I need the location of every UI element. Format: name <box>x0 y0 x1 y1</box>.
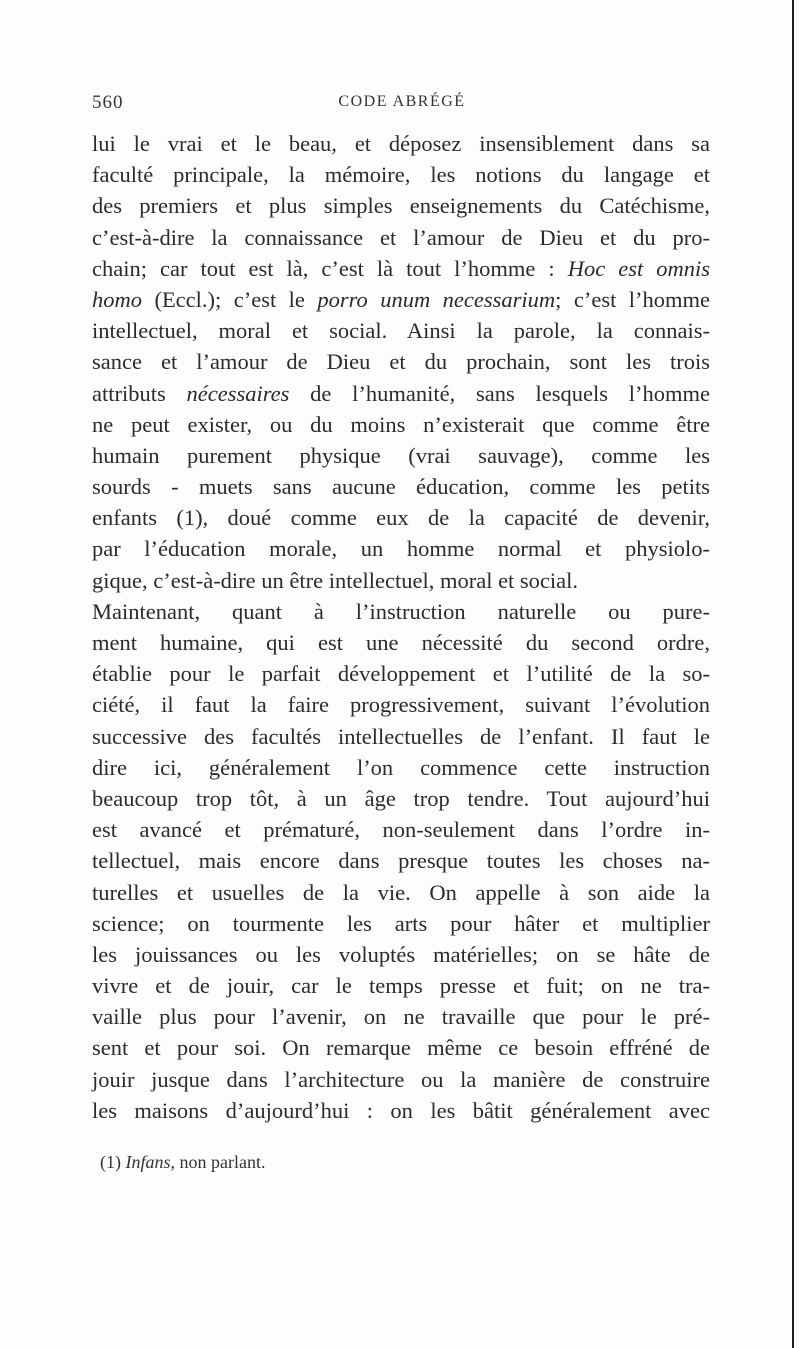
text-line: les maisons d’aujourd’hui : on les bâtit généralement avec <box>92 1097 710 1123</box>
text-line: par l’éducation morale, un homme normal et physiolo- <box>92 536 710 562</box>
text-line: chain; car tout est là, c’est là tout l’homme : Hoc est omnis <box>92 255 710 281</box>
text-line: c’est-à-dire la connaissance et l’amour de Dieu et du pro- <box>92 224 710 250</box>
text-line: sent et pour soi. On remarque même ce besoin effréné de <box>92 1035 710 1061</box>
text-line: établie pour le parfait développement et l’utilité de la so- <box>92 661 710 687</box>
text-line: est avancé et prématuré, non-seulement dans l’ordre in- <box>92 817 710 843</box>
text-line: jouir jusque dans l’architecture ou la manière de construire <box>92 1066 710 1092</box>
footnote-term: Infans, <box>125 1152 175 1172</box>
text-line: ne peut exister, ou du moins n’existerait que comme être <box>92 411 710 437</box>
text-line: homo (Eccl.); c’est le porro unum necessarium; c’est l’homme <box>92 286 711 312</box>
page-edge-line <box>792 0 794 1348</box>
text-line: gique, c’est-à-dire un être intellectuel, moral et social. <box>92 567 579 593</box>
page-header <box>92 92 712 118</box>
running-title: CODE ABRÉGÉ <box>338 93 466 110</box>
text-line: sourds - muets sans aucune éducation, comme les petits <box>92 474 710 500</box>
text-line: science; on tourmente les arts pour hâter et multiplier <box>92 910 710 936</box>
text-line: dire ici, généralement l’on commence cette instruction <box>92 754 710 780</box>
text-line: vivre et de jouir, car le temps presse et fuit; on ne tra- <box>92 973 710 999</box>
footnote <box>100 1152 265 1173</box>
text-line: vaille plus pour l’avenir, on ne travaille que pour le pré- <box>92 1004 710 1030</box>
body-text <box>92 128 710 1126</box>
text-line: beaucoup trop tôt, à un âge trop tendre. Tout aujourd’hui <box>92 785 710 811</box>
text-line: lui le vrai et le beau, et déposez insensiblement dans sa <box>92 131 710 156</box>
text-line: successive des facultés intellectuelles de l’enfant. Il faut le <box>92 723 710 749</box>
text-line: ment humaine, qui est une nécessité du second ordre, <box>92 630 710 655</box>
text-line: intellectuel, moral et social. Ainsi la parole, la connais- <box>92 318 710 344</box>
page-number: 560 <box>92 92 124 113</box>
text-line: sance et l’amour de Dieu et du prochain, sont les trois <box>92 349 710 375</box>
text-line: tellectuel, mais encore dans presque toutes les choses na- <box>92 848 710 874</box>
footnote-marker: (1) <box>100 1152 121 1172</box>
text-line: des premiers et plus simples enseignements du Catéchisme, <box>92 193 710 219</box>
text-line: attributs nécessaires de l’humanité, sans lesquels l’homme <box>92 380 710 406</box>
text-line: turelles et usuelles de la vie. On appelle à son aide la <box>92 879 710 905</box>
footnote-text: non parlant. <box>179 1152 266 1172</box>
text-line: Maintenant, quant à l’instruction naturelle ou pure- <box>92 598 710 624</box>
text-line: enfants (1), doué comme eux de la capacité de devenir, <box>92 505 710 531</box>
text-line: les jouissances ou les voluptés matérielles; on se hâte de <box>92 941 710 967</box>
text-line: humain purement physique (vrai sauvage), comme les <box>92 442 710 468</box>
text-line: ciété, il faut la faire progressivement, suivant l’évolution <box>92 692 710 718</box>
text-line: faculté principale, la mémoire, les notions du langage et <box>92 162 710 188</box>
